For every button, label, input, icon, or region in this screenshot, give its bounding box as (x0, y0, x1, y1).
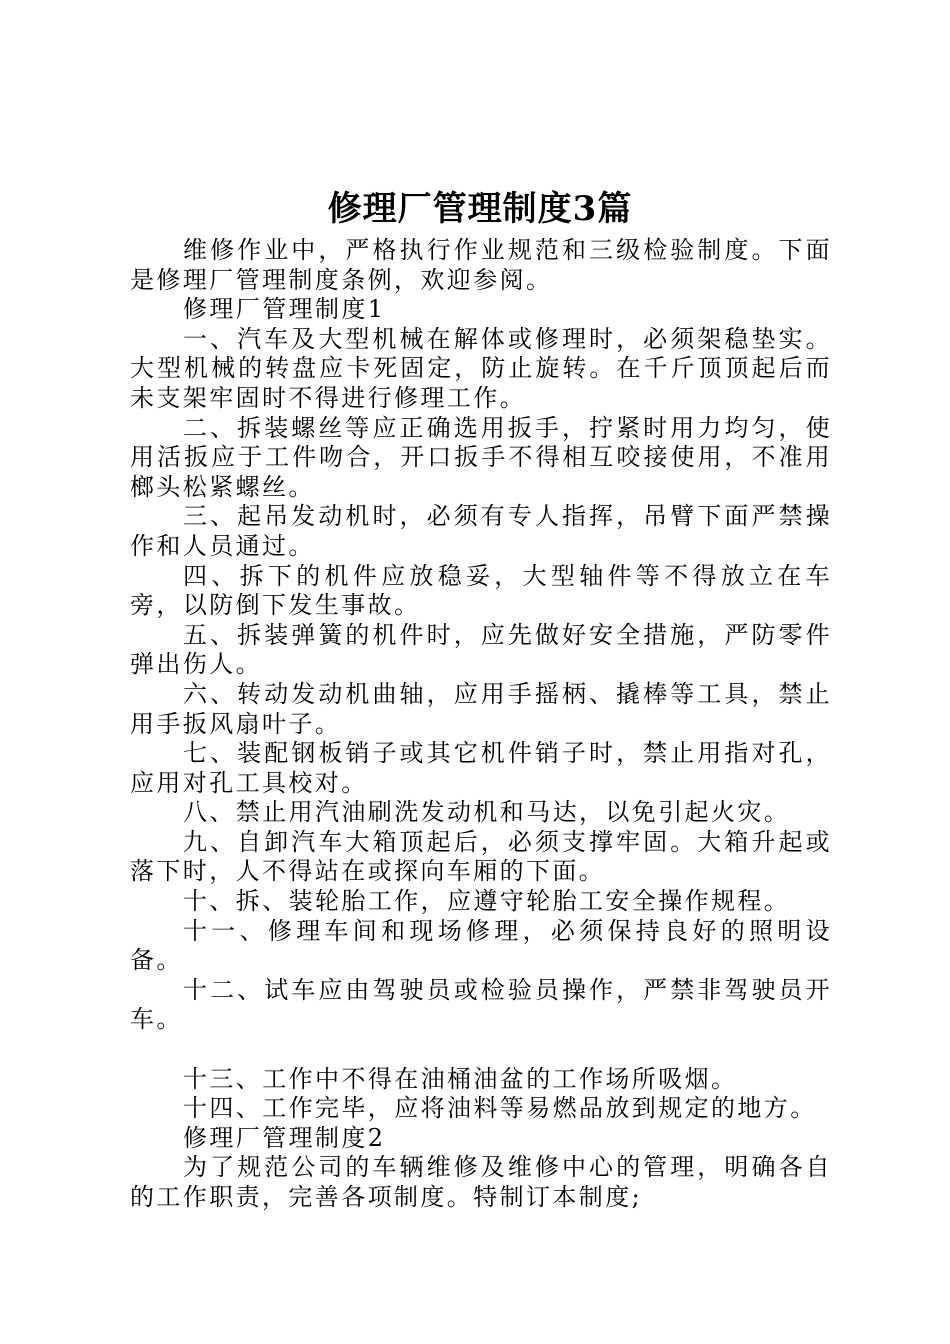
body-paragraph: 为了规范公司的车辆维修及维修中心的管理，明确各自的工作职责，完善各项制度。特制订本制度; (130, 1153, 832, 1211)
rule-paragraph: 八、禁止用汽油刷洗发动机和马达，以免引起火灾。 (183, 798, 791, 827)
rule-paragraph: 五、拆装弹簧的机件时，应先做好安全措施，严防零件弹出伤人。 (130, 620, 832, 679)
rule-paragraph: 十三、工作中不得在油桶油盆的工作场所吸烟。 (183, 1064, 738, 1093)
rule-paragraph: 十、拆、装轮胎工作，应遵守轮胎工安全操作规程。 (183, 887, 791, 916)
rule-paragraph: 十一、修理车间和现场修理，必须保持良好的照明设备。 (130, 916, 832, 975)
document-title: 修理厂管理制度3篇 (327, 189, 633, 229)
rule-paragraph: 十四、工作完毕，应将油料等易燃品放到规定的地方。 (183, 1094, 817, 1123)
rule-paragraph: 十二、试车应由驾驶员或检验员操作，严禁非驾驶员开车。 (130, 975, 832, 1034)
rule-paragraph: 九、自卸汽车大箱顶起后，必须支撑牢固。大箱升起或落下时，人不得站在或探向车厢的下面。 (130, 827, 832, 886)
rule-paragraph: 六、转动发动机曲轴，应用手摇柄、撬棒等工具，禁止用手扳风扇叶子。 (130, 679, 832, 738)
section-heading: 修理厂管理制度2 (183, 1123, 386, 1152)
rule-paragraph: 四、拆下的机件应放稳妥，大型轴件等不得放立在车旁，以防倒下发生事故。 (130, 561, 832, 620)
rule-paragraph: 一、汽车及大型机械在解体或修理时，必须架稳垫实。大型机械的转盘应卡死固定，防止旋转。在千斤顶顶起后而未支架牢固时不得进行修理工作。 (130, 324, 832, 412)
section-heading: 修理厂管理制度1 (183, 295, 386, 324)
rule-paragraph: 三、起吊发动机时，必须有专人指挥，吊臂下面严禁操作和人员通过。 (130, 502, 832, 560)
document-body (130, 236, 832, 1213)
rule-paragraph: 二、拆装螺丝等应正确选用扳手，拧紧时用力均匀，使用活扳应于工件吻合，开口扳手不得相互咬接使用，不准用榔头松紧螺丝。 (130, 413, 832, 501)
rule-paragraph: 七、装配钢板销子或其它机件销子时，禁止用指对孔，应用对孔工具校对。 (130, 739, 832, 797)
intro-paragraph: 维修作业中，严格执行作业规范和三级检验制度。下面是修理厂管理制度条例，欢迎参阅。 (130, 236, 832, 294)
